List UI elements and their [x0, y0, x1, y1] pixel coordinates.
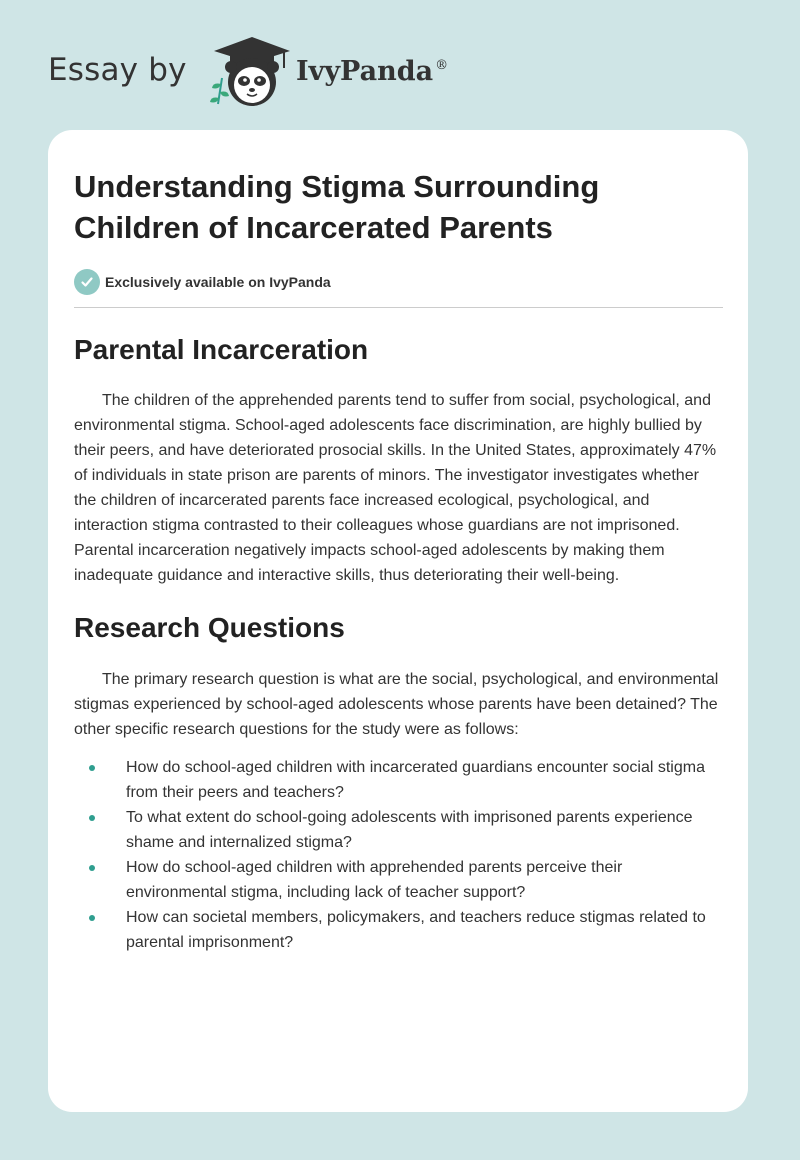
section-paragraph-parental-incarceration: The children of the apprehended parents tend to suffer from social, psychological, and environmental stigma. School-aged adolescents face discrimination, are highly bullied by their peers, and have deteriorated prosocial skills. In the United States, approximately 47% of individuals in state prison are parents of minors. The investigator investigates whether the children of incarcerated parents face increased ecological, psychological, and interaction stigma contrasted to their colleagues whose guardians are not imprisoned. Parental incarceration negatively impacts school-aged adolescents by making them inadequate guidance and interactive skills, thus deteriorating their well-being.: [74, 392, 717, 584]
essay-title-line-1: Understanding Stigma Surrounding: [74, 169, 600, 204]
site-header: [48, 34, 748, 114]
research-questions-list: [74, 755, 723, 955]
essay-card: [48, 130, 748, 1112]
exclusive-label: Exclusively available on IvyPanda: [105, 274, 331, 290]
essay-title-line-2: Children of Incarcerated Parents: [74, 210, 553, 245]
check-circle-icon: [74, 269, 100, 295]
list-item: How do school-aged children with apprehended parents perceive their environmental stigma, including lack of teacher support?: [74, 855, 723, 905]
panda-graduate-logo-icon[interactable]: [200, 34, 290, 110]
list-item: To what extent do school-going adolescents with imprisoned parents experience shame and internalized stigma?: [74, 805, 723, 855]
essay-title: [74, 166, 723, 248]
divider: [74, 307, 723, 308]
exclusive-badge: [74, 268, 723, 296]
list-item: How do school-aged children with incarcerated guardians encounter social stigma from their peers and teachers?: [74, 755, 723, 805]
section-heading-parental-incarceration: Parental Incarceration: [74, 334, 369, 365]
essay-by-label: Essay by: [48, 52, 187, 88]
section-paragraph-research-questions: The primary research question is what are the social, psychological, and environmental stigmas experienced by school-aged adolescents whose parents have been detained? The other specific research questions for the study were as follows:: [74, 671, 719, 738]
registered-mark: ®: [435, 58, 449, 73]
essay-content: [74, 166, 723, 955]
brand-name[interactable]: IvyPanda ®: [296, 56, 449, 87]
section-heading-research-questions: Research Questions: [74, 612, 345, 643]
list-item: How can societal members, policymakers, and teachers reduce stigmas related to parental imprisonment?: [74, 905, 723, 955]
